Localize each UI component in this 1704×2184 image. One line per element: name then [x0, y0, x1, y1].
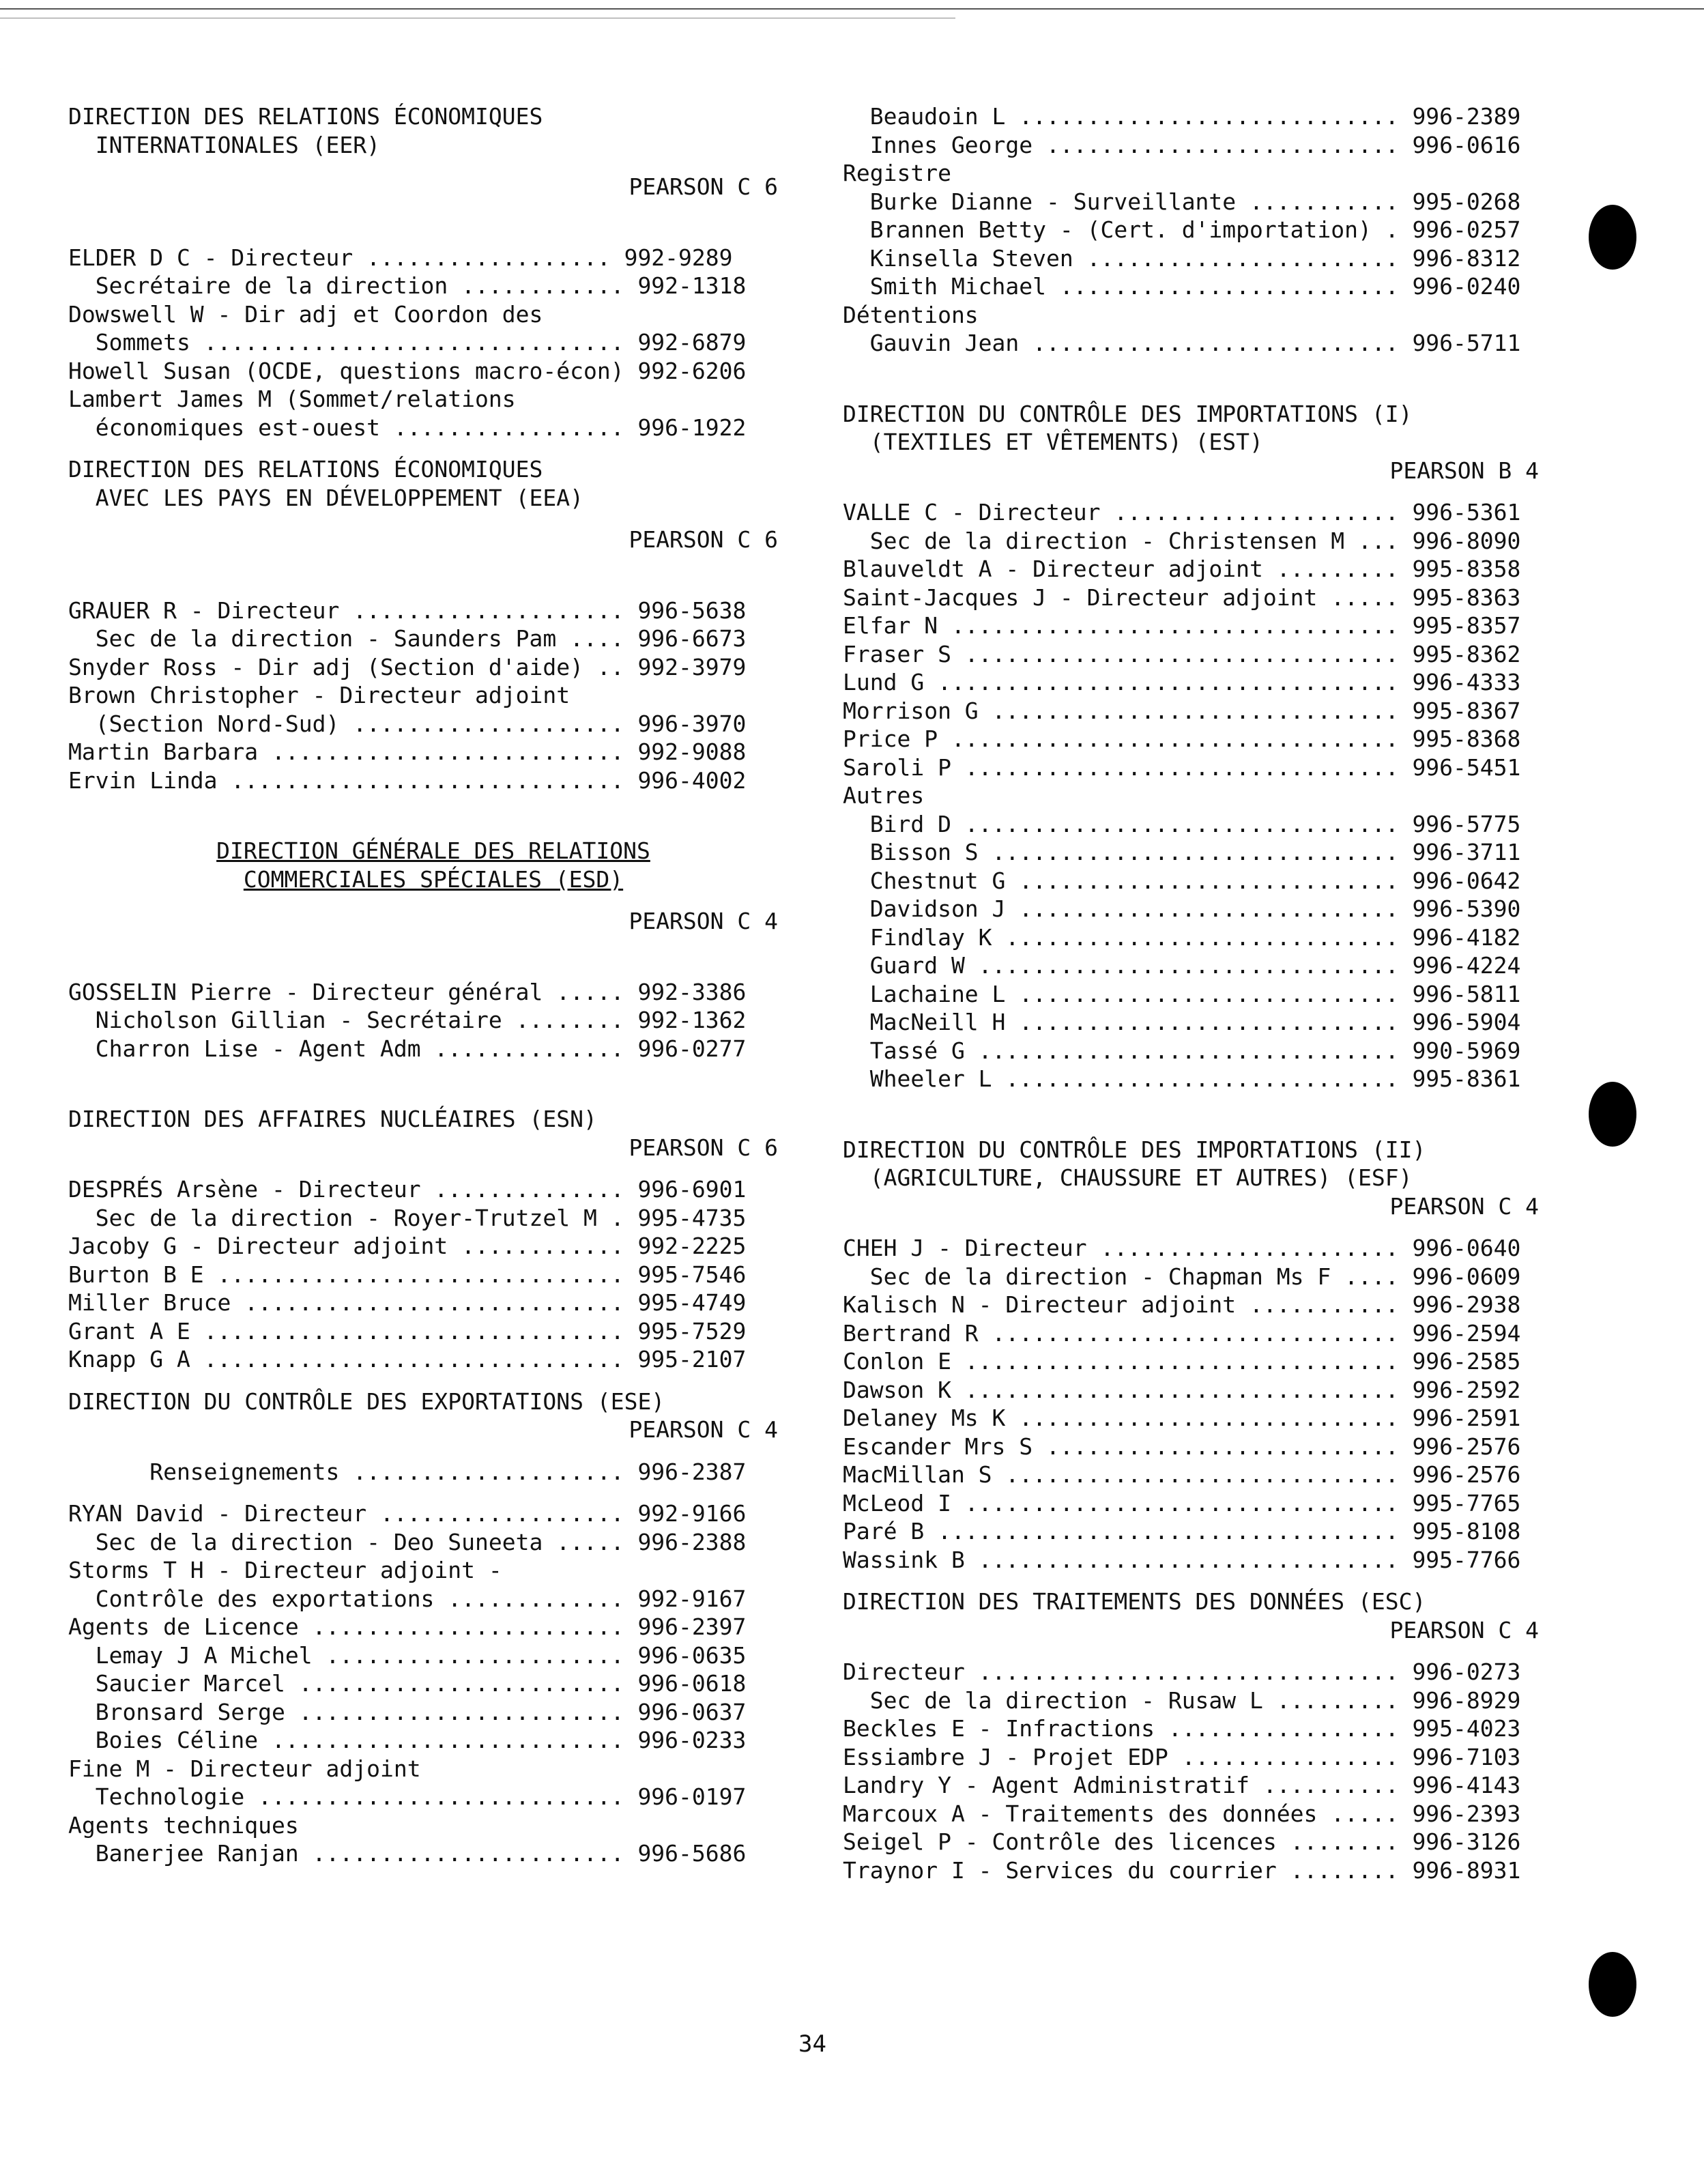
right-column-line: Dawson K ................................ 996-2592: [843, 1376, 1521, 1403]
directory-right-column: [843, 102, 1559, 1884]
right-column-line: Marcoux A - Traitements des données ..... 996-2393: [843, 1800, 1521, 1827]
right-column-line: Guard W ............................... 996-4224: [843, 952, 1521, 979]
right-column-line: Elfar N ................................. 995-8357: [843, 612, 1521, 639]
page-number: 34: [798, 2030, 826, 2058]
binder-hole-bottom: [1589, 1952, 1636, 2017]
left-column-line: Storms T H - Directeur adjoint -: [68, 1557, 502, 1583]
left-column-line: Snyder Ross - Dir adj (Section d'aide) .. 992-3979: [68, 653, 747, 680]
left-column-line: PEARSON C 4: [629, 1416, 778, 1443]
left-column-line: Charron Lise - Agent Adm .............. 996-0277: [68, 1035, 747, 1062]
right-column-line: Smith Michael ......................... 996-0240: [843, 273, 1521, 300]
left-column-line: Contrôle des exportations ............. 992-9167: [68, 1585, 747, 1612]
right-column-line: Brannen Betty - (Cert. d'importation) . 996-0257: [843, 216, 1521, 243]
spacer: [68, 512, 798, 526]
spacer: [843, 1220, 1559, 1234]
left-column-line: DIRECTION GÉNÉRALE DES RELATIONS: [216, 837, 650, 864]
right-column-line: Conlon E ................................ 996-2585: [843, 1348, 1521, 1375]
binder-hole-top: [1589, 205, 1636, 270]
right-column-line: PEARSON C 4: [1389, 1192, 1539, 1220]
left-column-line: Bronsard Serge ........................ 996-0637: [68, 1698, 747, 1725]
left-column-line: COMMERCIALES SPÉCIALES (ESD): [243, 865, 624, 893]
left-column-line: Nicholson Gillian - Secrétaire ........ 992-1362: [68, 1007, 747, 1033]
right-column-line: PEARSON C 4: [1389, 1616, 1539, 1643]
right-column-line: Beaudoin L ............................ 996-2389: [843, 103, 1521, 130]
right-column-line: Directeur ............................... 996-0273: [843, 1658, 1521, 1685]
right-column-line: Lachaine L ............................ 996-5811: [843, 980, 1521, 1007]
right-column-line: Sec de la direction - Rusaw L ......... 996-8929: [843, 1686, 1521, 1714]
left-column-line: DESPRÉS Arsène - Directeur .............. 996-6901: [68, 1176, 747, 1203]
left-column-line: Miller Bruce ............................ 995-4749: [68, 1289, 747, 1316]
spacer: [843, 1644, 1559, 1658]
left-column-line: Dowswell W - Dir adj et Coordon des: [68, 300, 543, 328]
right-column-line: (AGRICULTURE, CHAUSSURE ET AUTRES) (ESF): [843, 1164, 1413, 1191]
left-column-line: Jacoby G - Directeur adjoint ............ 992-2225: [68, 1233, 747, 1259]
right-column-line: (TEXTILES ET VÊTEMENTS) (EST): [843, 429, 1263, 455]
left-column-line: Banerjee Ranjan ....................... 996-5686: [68, 1840, 747, 1867]
left-column-line: Boies Céline .......................... 996-0233: [68, 1727, 747, 1753]
right-column-line: DIRECTION DU CONTRÔLE DES IMPORTATIONS (I): [843, 400, 1413, 427]
right-column-line: Innes George .......................... 996-0616: [843, 131, 1521, 158]
left-column-line: Fine M - Directeur adjoint: [68, 1755, 421, 1782]
left-column-line: Saucier Marcel ........................ 996-0618: [68, 1670, 747, 1697]
right-column-line: Tassé G ............................... 990-5969: [843, 1037, 1521, 1064]
right-column-line: Escander Mrs S .......................... 996-2576: [843, 1433, 1521, 1460]
left-column-line: Ervin Linda ............................. 996-4002: [68, 766, 747, 794]
right-column-line: Morrison G .............................. 995-8367: [843, 697, 1521, 724]
right-column-line: MacMillan S ............................. 996-2576: [843, 1461, 1521, 1488]
right-column-line: Sec de la direction - Chapman Ms F .... 996-0609: [843, 1263, 1521, 1290]
spacer: [843, 358, 1559, 400]
left-column-line: INTERNATIONALES (EER): [68, 131, 380, 158]
spacer: [843, 1574, 1559, 1587]
left-column-line: Burton B E .............................. 995-7546: [68, 1261, 747, 1288]
right-column-line: Bird D ................................ 996-5775: [843, 810, 1521, 837]
left-column-line: PEARSON C 6: [629, 1134, 778, 1161]
right-column-line: Delaney Ms K ............................ 996-2591: [843, 1405, 1521, 1431]
right-column-line: Blauveldt A - Directeur adjoint ......... 995-8358: [843, 556, 1521, 582]
right-column-line: Paré B .................................. 995-8108: [843, 1518, 1521, 1544]
right-column-line: Landry Y - Agent Administratif .......... 996-4143: [843, 1772, 1521, 1798]
right-column-line: DIRECTION DES TRAITEMENTS DES DONNÉES (ESC): [843, 1588, 1426, 1615]
right-column-line: Bertrand R .............................. 996-2594: [843, 1319, 1521, 1347]
left-column-line: Martin Barbara .......................... 992-9088: [68, 738, 747, 765]
spacer: [68, 1063, 798, 1105]
left-column-line: GRAUER R - Directeur .................... 996-5638: [68, 597, 747, 624]
left-column-line: Howell Susan (OCDE, questions macro-écon) 992-6206: [68, 357, 747, 384]
spacer: [68, 442, 798, 455]
left-column-line: Sec de la direction - Deo Suneeta ..... 996-2388: [68, 1528, 747, 1555]
right-column-line: Sec de la direction - Christensen M ... 996-8090: [843, 527, 1521, 554]
right-column-line: Price P ................................. 995-8368: [843, 725, 1521, 752]
directory-left-column: [68, 102, 798, 1868]
right-column-line: Fraser S ................................ 995-8362: [843, 640, 1521, 667]
left-column-line: Brown Christopher - Directeur adjoint: [68, 682, 571, 708]
spacer: [68, 1486, 798, 1499]
left-column-line: Renseignements .................... 996-2387: [68, 1458, 747, 1485]
left-column-line: Agents techniques: [68, 1811, 299, 1839]
left-column-line: RYAN David - Directeur .................. 992-9166: [68, 1500, 747, 1527]
left-column-line: Sommets ............................... 992-6879: [68, 329, 747, 356]
right-column-line: Bisson S .............................. 996-3711: [843, 839, 1521, 865]
spacer: [843, 1093, 1559, 1136]
right-column-line: Gauvin Jean ........................... 996-5711: [843, 330, 1521, 356]
right-column-line: Wheeler L ............................. 995-8361: [843, 1065, 1521, 1092]
spacer: [843, 485, 1559, 498]
right-column-line: Chestnut G ............................ 996-0642: [843, 867, 1521, 894]
left-column-line: PEARSON C 6: [629, 173, 778, 200]
scan-top-rule: [0, 8, 1704, 10]
binder-hole-middle: [1589, 1082, 1636, 1147]
left-column-line: AVEC LES PAYS EN DÉVELOPPEMENT (EEA): [68, 484, 583, 511]
left-column-line: (Section Nord-Sud) .................... 996-3970: [68, 710, 747, 737]
left-column-line: Knapp G A ............................... 995-2107: [68, 1346, 747, 1373]
left-column-line: PEARSON C 4: [629, 908, 778, 934]
spacer: [68, 893, 798, 907]
right-column-line: Détentions: [843, 301, 979, 328]
left-column-line: économiques est-ouest ................. 996-1922: [68, 414, 747, 441]
right-column-line: DIRECTION DU CONTRÔLE DES IMPORTATIONS (II): [843, 1136, 1426, 1163]
spacer: [68, 201, 798, 244]
right-column-line: Saint-Jacques J - Directeur adjoint ..... 995-8363: [843, 584, 1521, 611]
right-column-line: Essiambre J - Projet EDP ................ 996-7103: [843, 1743, 1521, 1770]
right-column-line: Davidson J ............................ 996-5390: [843, 895, 1521, 922]
spacer: [68, 159, 798, 173]
spacer: [68, 936, 798, 978]
right-column-line: McLeod I ................................ 995-7765: [843, 1489, 1521, 1517]
right-column-line: PEARSON B 4: [1389, 457, 1539, 484]
left-column-line: DIRECTION DU CONTRÔLE DES EXPORTATIONS (ESE): [68, 1388, 665, 1415]
left-column-line: Secrétaire de la direction ............ 992-1318: [68, 272, 747, 299]
spacer: [68, 1444, 798, 1458]
left-column-line: Lemay J A Michel ...................... 996-0635: [68, 1641, 747, 1669]
right-column-line: Lund G .................................. 996-4333: [843, 669, 1521, 695]
left-column-line: DIRECTION DES RELATIONS ÉCONOMIQUES: [68, 103, 543, 130]
spacer: [68, 554, 798, 597]
left-column-line: Sec de la direction - Royer-Trutzel M . 995-4735: [68, 1204, 747, 1231]
right-column-line: Registre: [843, 160, 951, 186]
left-column-line: Grant A E ............................... 995-7529: [68, 1317, 747, 1345]
left-column-line: PEARSON C 6: [629, 526, 778, 553]
right-column-line: Burke Dianne - Surveillante ........... 995-0268: [843, 188, 1521, 215]
right-column-line: CHEH J - Directeur ...................... 996-0640: [843, 1235, 1521, 1261]
right-column-line: MacNeill H ............................ 996-5904: [843, 1009, 1521, 1035]
left-column-line: DIRECTION DES AFFAIRES NUCLÉAIRES (ESN): [68, 1106, 597, 1132]
right-column-line: Kinsella Steven ....................... 996-8312: [843, 244, 1521, 272]
right-column-line: Kalisch N - Directeur adjoint ........... 996-2938: [843, 1291, 1521, 1318]
right-column-line: Saroli P ................................ 996-5451: [843, 753, 1521, 781]
left-column-line: Sec de la direction - Saunders Pam .... 996-6673: [68, 625, 747, 652]
left-column-line: Technologie ........................... 996-0197: [68, 1783, 747, 1810]
left-column-line: DIRECTION DES RELATIONS ÉCONOMIQUES: [68, 456, 543, 483]
spacer: [68, 1162, 798, 1175]
left-column-line: Lambert James M (Sommet/relations: [68, 386, 516, 412]
right-column-line: Seigel P - Contrôle des licences ........ 996-3126: [843, 1828, 1521, 1855]
right-column-line: Beckles E - Infractions ................. 995-4023: [843, 1715, 1521, 1742]
spacer: [68, 794, 798, 837]
right-column-line: Traynor I - Services du courrier ........ 996-8931: [843, 1856, 1521, 1884]
right-column-line: Findlay K ............................. 996-4182: [843, 923, 1521, 951]
right-column-line: Wassink B ............................... 995-7766: [843, 1546, 1521, 1573]
right-column-line: VALLE C - Directeur ..................... 996-5361: [843, 499, 1521, 526]
spacer: [68, 1374, 798, 1388]
left-column-line: GOSSELIN Pierre - Directeur général ..... 992-3386: [68, 978, 747, 1005]
left-column-line: Agents de Licence ....................... 996-2397: [68, 1613, 747, 1640]
right-column-line: Autres: [843, 782, 925, 809]
left-column-line: ELDER D C - Directeur .................. 992-9289: [68, 244, 733, 271]
